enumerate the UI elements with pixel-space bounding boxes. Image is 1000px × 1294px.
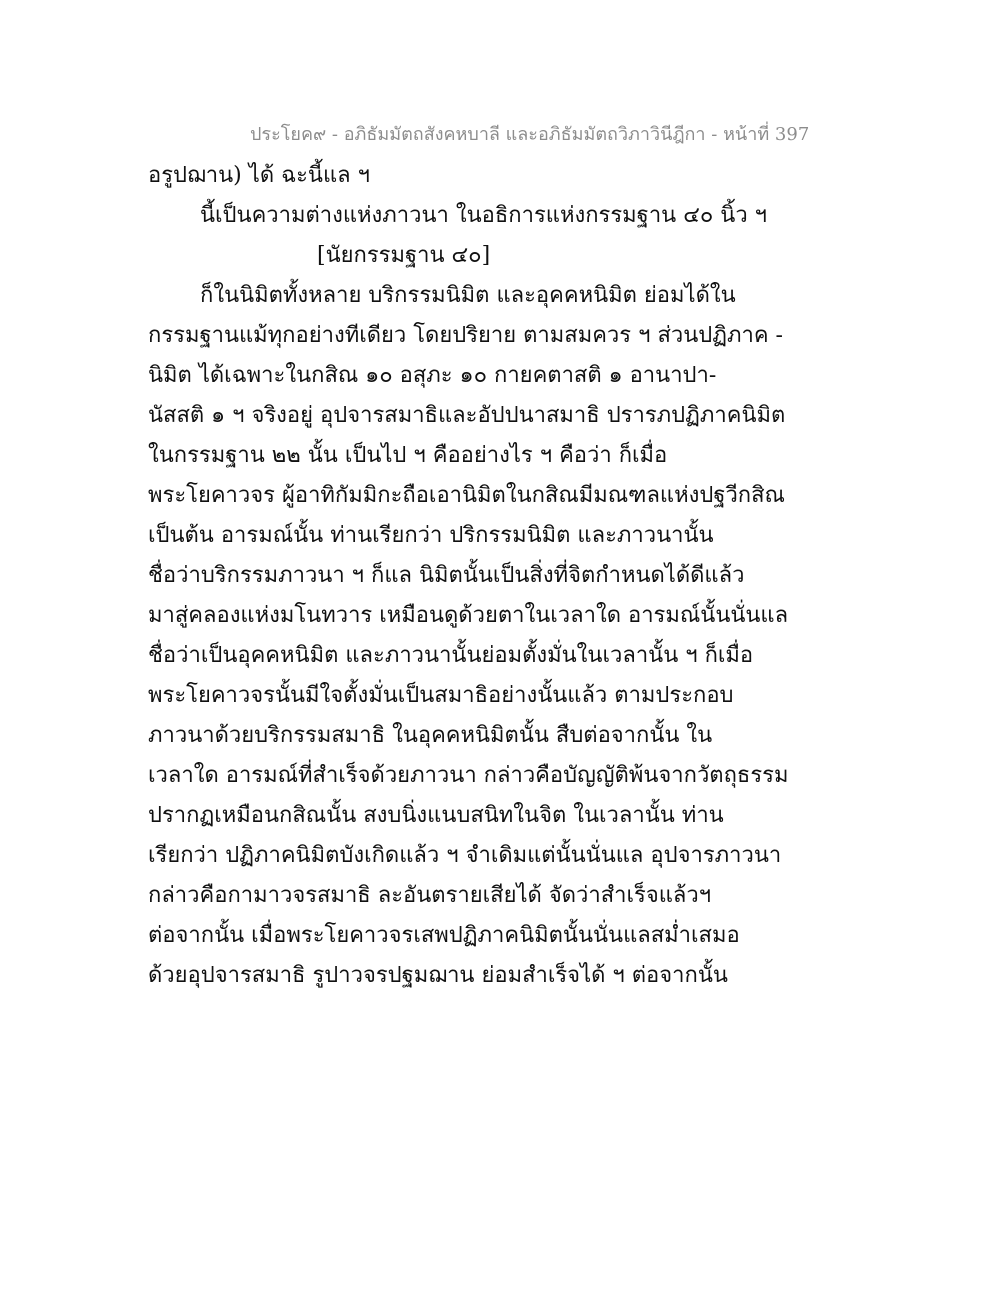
text-line: ปรากฏเหมือนกสิณนั้น สงบนิ่งแนบสนิทในจิต ในเวลานั้น ท่าน	[148, 803, 724, 828]
text-line: พระโยคาวจรนั้นมีใจตั้งมั่นเป็นสมาธิอย่างนั้นแล้ว ตามประกอบ	[148, 683, 734, 708]
page-header: ประโยค๙ - อภิธัมมัตถสังคหบาลี และอภิธัมมัตถวิภาวินีฎีกา - หน้าที่ 397	[250, 124, 810, 145]
text-line: มาสู่คลองแห่งมโนทวาร เหมือนดูด้วยตาในเวลาใด อารมณ์นั้นนั่นแล	[148, 603, 789, 628]
text-line: เป็นต้น อารมณ์นั้น ท่านเรียกว่า ปริกรรมนิมิต และภาวนานั้น	[148, 523, 714, 548]
text-line: ในกรรมฐาน ๒๒ นั้น เป็นไป ฯ คืออย่างไร ฯ คือว่า ก็เมื่อ	[148, 443, 668, 468]
text-line: ชื่อว่าบริกรรมภาวนา ฯ ก็แล นิมิตนั้นเป็นสิ่งที่จิตกำหนดได้ดีแล้ว	[148, 563, 745, 588]
text-line: กล่าวคือกามาวจรสมาธิ ละอันตรายเสียได้ จัดว่าสำเร็จแล้วฯ	[148, 883, 712, 908]
text-line: เรียกว่า ปฏิภาคนิมิตบังเกิดแล้ว ฯ จำเดิมแต่นั้นนั่นแล อุปจารภาวนา	[148, 843, 782, 868]
text-line: ภาวนาด้วยบริกรรมสมาธิ ในอุคคหนิมิตนั้น สืบต่อจากนั้น ใน	[148, 723, 713, 748]
text-line: ต่อจากนั้น เมื่อพระโยคาวจรเสพปฏิภาคนิมิตนั้นนั่นแลสม่ำเสมอ	[148, 923, 740, 948]
text-line: อรูปฌาน) ได้ ฉะนี้แล ฯ	[148, 163, 370, 188]
text-line: พระโยคาวจร ผู้อาทิกัมมิกะถือเอานิมิตในกสิณมีมณฑลแห่งปฐวีกสิณ	[148, 483, 785, 508]
text-line: ก็ในนิมิตทั้งหลาย บริกรรมนิมิต และอุคคหนิมิต ย่อมได้ใน	[200, 283, 736, 308]
text-line: กรรมฐานแม้ทุกอย่างทีเดียว โดยปริยาย ตามสมควร ฯ ส่วนปฏิภาค -	[148, 323, 783, 348]
text-line: นิมิต ได้เฉพาะในกสิณ ๑๐ อสุภะ ๑๐ กายคตาสติ ๑ อานาปา-	[148, 363, 717, 388]
text-line: เวลาใด อารมณ์ที่สำเร็จด้วยภาวนา กล่าวคือบัญญัติพ้นจากวัตถุธรรม	[148, 763, 789, 788]
text-line: นี้เป็นความต่างแห่งภาวนา ในอธิการแห่งกรรมฐาน ๔๐ นิ้ว ฯ	[200, 203, 768, 228]
text-line: ด้วยอุปจารสมาธิ รูปาวจรปฐมฌาน ย่อมสำเร็จได้ ฯ ต่อจากนั้น	[148, 963, 728, 988]
section-heading: [นัยกรรมฐาน ๔๐]	[317, 243, 491, 268]
text-line: ชื่อว่าเป็นอุคคหนิมิต และภาวนานั้นย่อมตั้งมั่นในเวลานั้น ฯ ก็เมื่อ	[148, 643, 754, 668]
text-line: นัสสติ ๑ ฯ จริงอยู่ อุปจารสมาธิและอัปปนาสมาธิ ปรารภปฏิภาคนิมิต	[148, 403, 786, 428]
